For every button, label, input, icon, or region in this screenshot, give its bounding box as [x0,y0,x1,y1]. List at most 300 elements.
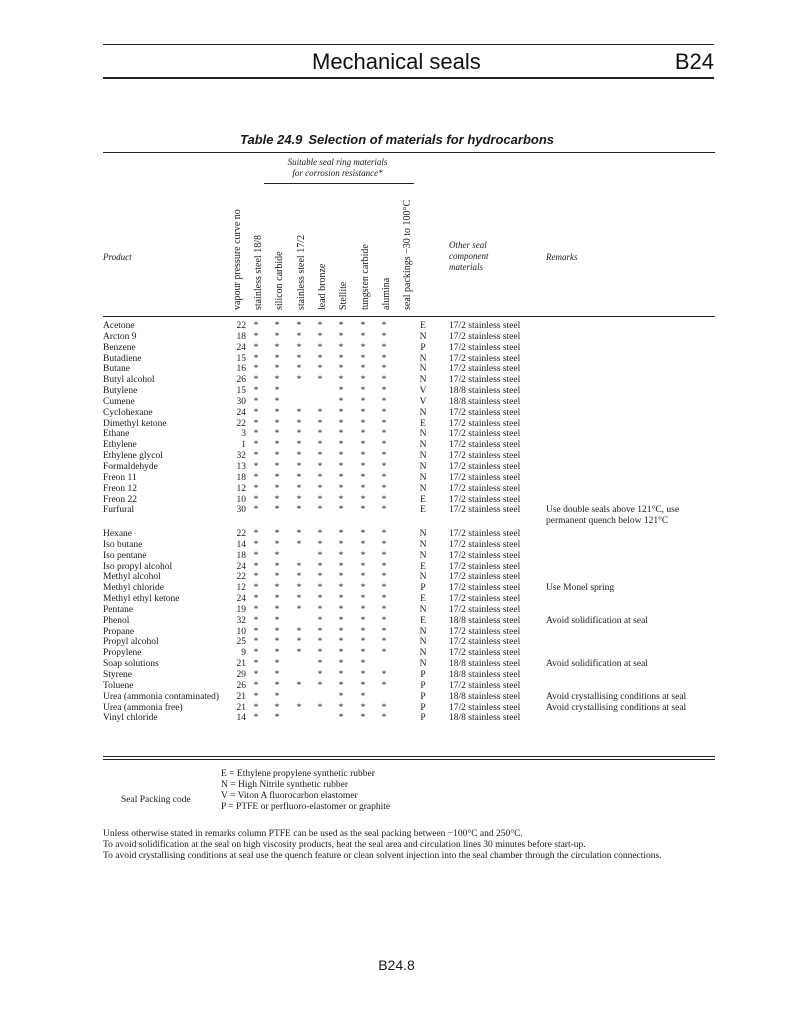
other-material-cell: 17/2 stainless steel [449,342,521,353]
material-mark-cell: * [317,342,323,353]
other-material-cell: 18/8 stainless steel [449,396,521,407]
product-cell: Hexane [103,529,133,540]
table-row [0,583,793,594]
other-material-cell: 17/2 stainless steel [449,321,521,331]
packing-code-cell: P [420,342,426,353]
material-mark-cell: * [317,429,323,440]
other-material-cell: 17/2 stainless steel [449,648,521,659]
product-cell: Butyl alcohol [103,375,155,386]
header-product: Product [103,252,132,262]
vapour-curve-cell: 21 [236,659,246,670]
material-mark-cell: * [317,680,323,691]
group-heading-rule [264,183,414,184]
material-mark-cell: * [253,615,259,626]
vapour-curve-cell: 24 [236,594,246,605]
vapour-curve-cell: 18 [236,472,246,483]
page-number: B24.8 [378,957,415,973]
packing-code-cell: P [420,680,426,691]
material-mark-cell: * [296,604,302,615]
material-mark-cell: * [338,461,344,472]
packing-code-cell: P [420,583,426,594]
note: To avoid crystallising conditions at seal use the quench feature or clean solvent injection into the seal chamber through the circulation connections. [103,851,662,861]
chapter-title: Mechanical seals [312,49,481,74]
material-mark-cell: * [317,451,323,462]
vapour-curve-cell: 10 [236,494,246,505]
material-mark-cell: * [296,331,302,342]
material-mark-cell: * [274,680,280,691]
material-mark-cell: * [274,505,280,516]
packing-code-cell: P [420,670,426,680]
material-mark-cell: * [338,702,344,713]
material-mark-cell: * [317,550,323,561]
table-row [0,648,793,659]
material-mark-cell: * [296,648,302,659]
packing-code-cell: N [419,472,427,483]
product-cell: Arcton 9 [103,331,137,342]
material-mark-cell: * [381,626,387,637]
material-mark-cell: * [360,572,366,583]
material-mark-cell: * [317,659,323,670]
table-row [0,343,793,354]
material-mark-cell: * [381,396,387,407]
other-material-cell: 17/2 stainless steel [449,429,521,440]
note: To avoid solidification at the seal on high viscosity products, heat the seal area and circulation lines 30 minutes before start-up. [103,840,586,850]
material-mark-cell: * [253,353,259,364]
header-other-line: materials [449,262,484,272]
vapour-curve-cell: 24 [236,342,246,353]
material-mark-cell: * [381,353,387,364]
material-mark-cell: * [381,321,387,331]
material-mark-cell: * [381,615,387,626]
product-cell: Pentane [103,604,134,615]
table-row [0,484,793,495]
material-mark-cell: * [253,670,259,680]
material-mark-cell: * [317,615,323,626]
material-mark-cell: * [317,670,323,680]
packing-code-cell: E [420,418,426,429]
vapour-curve-cell: 30 [236,396,246,407]
table-notes [103,829,715,862]
material-mark-cell: * [381,342,387,353]
other-material-cell: 17/2 stainless steel [449,529,521,540]
other-material-cell: 17/2 stainless steel [449,561,521,572]
material-mark-cell: * [381,451,387,462]
material-mark-cell: * [338,353,344,364]
vapour-curve-cell: 24 [236,561,246,572]
material-mark-cell: * [274,691,280,702]
material-mark-cell: * [360,637,366,648]
packing-code-cell: P [420,713,426,724]
other-material-cell: 17/2 stainless steel [449,407,521,418]
material-mark-cell: * [274,461,280,472]
material-mark-cell: * [360,440,366,451]
material-mark-cell: * [296,561,302,572]
material-mark-cell: * [274,407,280,418]
material-mark-cell: * [317,461,323,472]
packing-code-cell: E [420,561,426,572]
other-material-cell: 17/2 stainless steel [449,440,521,451]
material-mark-cell: * [338,572,344,583]
material-mark-cell: * [296,483,302,494]
material-mark-cell: * [274,375,280,386]
other-material-cell: 17/2 stainless steel [449,353,521,364]
packing-code-cell: V [419,386,427,397]
material-mark-cell: * [381,648,387,659]
product-cell: Methyl chloride [103,583,164,594]
packing-code-cell: N [419,461,427,472]
material-mark-cell: * [338,321,344,331]
material-mark-cell: * [317,637,323,648]
table-row [0,321,793,332]
packing-code-cell: E [420,594,426,605]
material-mark-cell: * [360,615,366,626]
product-cell: Butadiene [103,353,142,364]
other-material-cell: 17/2 stainless steel [449,505,521,516]
material-mark-cell: * [338,375,344,386]
material-mark-cell: * [253,659,259,670]
material-mark-cell: * [274,561,280,572]
table-bottom-rule [103,759,715,760]
material-mark-cell: * [253,375,259,386]
material-mark-cell: * [317,594,323,605]
material-mark-cell: * [338,407,344,418]
remarks-cell: Avoid solidification at seal [546,659,648,670]
material-mark-cell: * [317,572,323,583]
product-cell: Ethylene [103,440,137,451]
other-material-cell: 18/8 stainless steel [449,386,521,397]
material-mark-cell: * [381,386,387,397]
material-mark-cell: * [338,713,344,724]
material-mark-cell: * [274,440,280,451]
material-mark-cell: * [296,364,302,375]
material-mark-cell: * [253,539,259,550]
other-material-cell: 17/2 stainless steel [449,594,521,605]
material-mark-cell: * [360,680,366,691]
header-stellite: Stellite [338,281,349,310]
header-tungsten-carbide: tungsten carbide [360,244,371,310]
material-mark-cell: * [274,451,280,462]
packing-code-cell: N [419,648,427,659]
table-row [0,713,793,724]
material-mark-cell: * [381,505,387,516]
material-mark-cell: * [296,321,302,331]
other-material-cell: 17/2 stainless steel [449,572,521,583]
product-cell: Freon 11 [103,472,137,483]
other-material-cell: 17/2 stainless steel [449,626,521,637]
table-row [0,562,793,573]
product-cell: Methyl alcohol [103,572,161,583]
vapour-curve-cell: 22 [236,418,246,429]
material-mark-cell: * [360,407,366,418]
material-mark-cell: * [338,561,344,572]
material-mark-cell: * [253,572,259,583]
packing-code-cell: E [420,505,426,516]
material-mark-cell: * [381,407,387,418]
table-row [0,594,793,605]
material-mark-cell: * [360,648,366,659]
material-mark-cell: * [274,670,280,680]
vapour-curve-cell: 1 [241,440,246,451]
material-mark-cell: * [381,670,387,680]
material-mark-cell: * [338,483,344,494]
material-mark-cell: * [296,472,302,483]
table-row [0,703,793,714]
product-cell: Cumene [103,396,135,407]
vapour-curve-cell: 25 [236,637,246,648]
material-mark-cell: * [338,429,344,440]
product-cell: Toluene [103,680,134,691]
material-mark-cell: * [360,626,366,637]
material-mark-cell: * [296,407,302,418]
material-mark-cell: * [296,637,302,648]
other-material-cell: 17/2 stainless steel [449,483,521,494]
material-mark-cell: * [381,594,387,605]
material-mark-cell: * [296,572,302,583]
table-row [0,364,793,375]
material-mark-cell: * [253,342,259,353]
other-material-cell: 17/2 stainless steel [449,461,521,472]
material-mark-cell: * [296,494,302,505]
material-mark-cell: * [360,539,366,550]
packing-code-cell: N [419,626,427,637]
material-mark-cell: * [317,440,323,451]
material-mark-cell: * [381,702,387,713]
material-mark-cell: * [338,637,344,648]
material-mark-cell: * [381,561,387,572]
material-mark-cell: * [360,670,366,680]
packing-code-cell: N [419,364,427,375]
packing-code-cell: N [419,550,427,561]
packing-code-cell: N [419,353,427,364]
material-mark-cell: * [381,440,387,451]
material-mark-cell: * [360,561,366,572]
material-mark-cell: * [317,626,323,637]
remarks-cell: Use Monel spring [546,583,615,594]
table-row [0,659,793,670]
material-mark-cell: * [338,505,344,516]
material-mark-cell: * [317,407,323,418]
material-mark-cell: * [338,396,344,407]
table-row [0,692,793,703]
vapour-curve-cell: 3 [241,429,246,440]
material-mark-cell: * [253,702,259,713]
table-row [0,386,793,397]
material-mark-cell: * [274,396,280,407]
material-mark-cell: * [253,461,259,472]
packing-code-cell: N [419,604,427,615]
material-mark-cell: * [317,331,323,342]
other-material-cell: 17/2 stainless steel [449,331,521,342]
material-mark-cell: * [253,396,259,407]
material-mark-cell: * [274,364,280,375]
material-mark-cell: * [253,594,259,605]
packing-code-cell: N [419,539,427,550]
material-mark-cell: * [338,472,344,483]
material-mark-cell: * [381,461,387,472]
material-mark-cell: * [274,713,280,724]
legend-item: E = Ethylene propylene synthetic rubber [221,769,375,779]
table-row [0,462,793,473]
material-mark-cell: * [253,680,259,691]
other-material-cell: 17/2 stainless steel [449,680,521,691]
table-top-rule [103,152,715,153]
material-mark-cell: * [381,583,387,594]
product-cell: Furfural [103,505,135,516]
material-mark-cell: * [296,461,302,472]
packing-code-cell: E [420,615,426,626]
material-mark-cell: * [253,648,259,659]
group-heading-line: Suitable seal ring materials [287,157,388,167]
material-mark-cell: * [360,713,366,724]
material-mark-cell: * [338,342,344,353]
table-number: Table 24.9 [240,132,303,147]
other-material-cell: 17/2 stainless steel [449,583,521,594]
packing-code-cell: E [420,494,426,505]
header-stainless-steel-18-8: stainless steel 18/8 [253,235,264,310]
other-material-cell: 17/2 stainless steel [449,418,521,429]
header-rule [103,77,714,79]
material-mark-cell: * [253,529,259,540]
header-vapour-pressure: vapour pressure curve no [232,209,243,310]
legend-item: P = PTFE or perfluoro-elastomer or graphite [221,802,391,812]
packing-code-cell: N [419,637,427,648]
vapour-curve-cell: 26 [236,375,246,386]
material-mark-cell: * [381,483,387,494]
other-material-cell: 17/2 stainless steel [449,364,521,375]
material-mark-cell: * [253,637,259,648]
header-lead-bronze: lead bronze [317,263,328,310]
packing-code-cell: N [419,429,427,440]
product-cell: Freon 22 [103,494,138,505]
table-body [0,321,793,724]
material-mark-cell: * [253,561,259,572]
material-mark-cell: * [360,364,366,375]
material-mark-cell: * [274,539,280,550]
material-mark-cell: * [360,353,366,364]
material-mark-cell: * [274,429,280,440]
product-cell: Ethane [103,429,130,440]
table-row [0,627,793,638]
material-mark-cell: * [296,342,302,353]
other-material-cell: 17/2 stainless steel [449,604,521,615]
vapour-curve-cell: 21 [236,691,246,702]
packing-code-cell: N [419,659,427,670]
material-group-heading [265,157,410,179]
product-cell: Propylene [103,648,142,659]
material-mark-cell: * [253,626,259,637]
table-row [0,375,793,386]
table-row [0,551,793,562]
material-mark-cell: * [338,583,344,594]
material-mark-cell: * [338,418,344,429]
vapour-curve-cell: 18 [236,550,246,561]
product-cell: Phenol [103,615,130,626]
material-mark-cell: * [317,604,323,615]
material-mark-cell: * [317,483,323,494]
material-mark-cell: * [274,572,280,583]
material-mark-cell: * [360,461,366,472]
material-mark-cell: * [360,386,366,397]
material-mark-cell: * [253,418,259,429]
material-mark-cell: * [338,691,344,702]
vapour-curve-cell: 32 [236,451,246,462]
material-mark-cell: * [360,583,366,594]
vapour-curve-cell: 16 [236,364,246,375]
product-cell: Iso pentane [103,550,147,561]
header-other-materials [449,240,529,273]
material-mark-cell: * [338,550,344,561]
remarks-cell: Avoid crystallising conditions at seal [546,691,687,702]
material-mark-cell: * [338,539,344,550]
product-cell: Iso butane [103,539,143,550]
material-mark-cell: * [360,505,366,516]
packing-code-cell: N [419,407,427,418]
material-mark-cell: * [296,529,302,540]
material-mark-cell: * [360,418,366,429]
material-mark-cell: * [381,680,387,691]
table-row [0,429,793,440]
material-mark-cell: * [274,418,280,429]
table-row [0,397,793,408]
material-mark-cell: * [338,386,344,397]
material-mark-cell: * [296,451,302,462]
product-cell: Benzene [103,342,136,353]
material-mark-cell: * [381,529,387,540]
other-material-cell: 18/8 stainless steel [449,659,521,670]
material-mark-cell: * [360,342,366,353]
table-row [0,408,793,419]
other-material-cell: 17/2 stainless steel [449,451,521,462]
material-mark-cell: * [338,364,344,375]
material-mark-cell: * [317,353,323,364]
header-rule [103,44,714,45]
material-mark-cell: * [296,353,302,364]
material-mark-cell: * [274,331,280,342]
material-mark-cell: * [360,451,366,462]
product-cell: Freon 12 [103,483,138,494]
material-mark-cell: * [360,494,366,505]
packing-code-cell: N [419,529,427,540]
table-row [0,419,793,430]
material-mark-cell: * [253,691,259,702]
note: Unless otherwise stated in remarks column PTFE can be used as the seal packing between −100°C and 250°C. [103,829,523,839]
table-row [0,637,793,648]
material-mark-cell: * [381,637,387,648]
vapour-curve-cell: 15 [236,386,246,397]
header-silicon-carbide: silicon carbide [274,251,285,310]
packing-code-cell: V [419,396,427,407]
header-stainless-steel-17-2: stainless steel 17/2 [296,235,307,310]
material-mark-cell: * [296,680,302,691]
legend-label: Seal Packing code [121,795,191,805]
material-mark-cell: * [360,550,366,561]
material-mark-cell: * [317,364,323,375]
product-cell: Formaldehyde [103,461,158,472]
material-mark-cell: * [338,680,344,691]
material-mark-cell: * [253,429,259,440]
table-row [0,495,793,506]
material-mark-cell: * [253,583,259,594]
material-mark-cell: * [338,594,344,605]
material-mark-cell: * [317,561,323,572]
vapour-curve-cell: 22 [236,321,246,331]
material-mark-cell: * [317,648,323,659]
vapour-curve-cell: 14 [236,539,246,550]
table-row [0,332,793,343]
material-mark-cell: * [274,615,280,626]
remarks-cell: Use double seals above 121°C, use permanent quench below 121°C [546,505,680,527]
header-bottom-rule [103,316,715,317]
